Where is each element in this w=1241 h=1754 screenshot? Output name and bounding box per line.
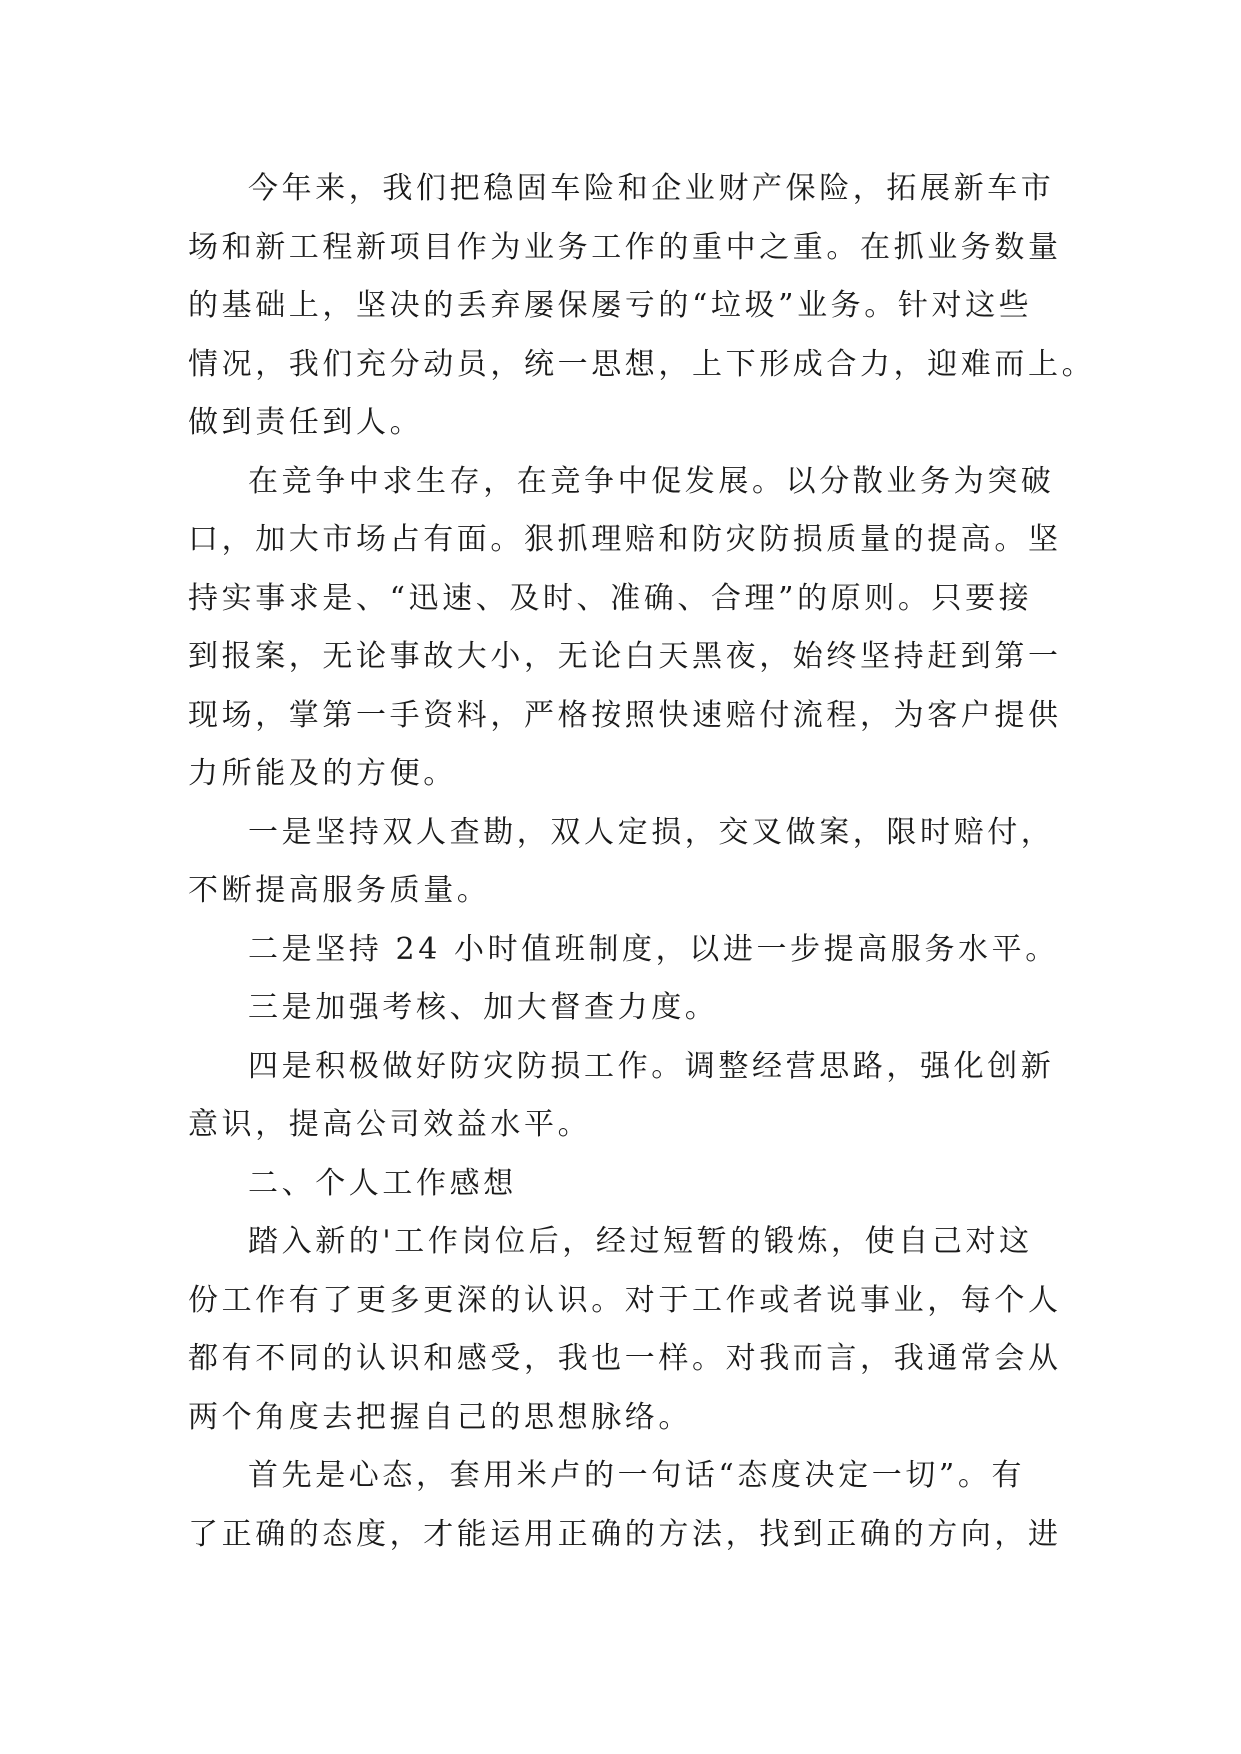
text-line: 的基础上，坚决的丢弃屡保屡亏的“垃圾”业务。针对这些 xyxy=(188,288,1033,323)
text-line: 情况，我们充分动员，统一思想，上下形成合力，迎难而上。 xyxy=(188,346,1096,382)
text-line: 力所能及的方便。 xyxy=(188,756,457,791)
text-line: 了正确的态度，才能运用正确的方法，找到正确的方向，进 xyxy=(188,1516,1062,1552)
paragraph-business-focus xyxy=(188,160,1096,453)
text-line: 首先是心态，套用米卢的一句话“态度决定一切”。有 xyxy=(248,1458,1026,1493)
text-line: 意识，提高公司效益水平。 xyxy=(188,1107,592,1142)
text-line: 持实事求是、“迅速、及时、准确、合理”的原则。只要接 xyxy=(188,580,1033,616)
text-line: 口，加大市场占有面。狠抓理赔和防灾防损质量的提高。坚 xyxy=(188,522,1062,557)
paragraph-item-one xyxy=(188,804,1058,921)
text-line: 两个角度去把握自己的思想脉络。 xyxy=(188,1399,692,1435)
paragraph-new-position xyxy=(188,1213,1062,1447)
text-line: 不断提高服务质量。 xyxy=(188,873,491,908)
paragraph-item-four xyxy=(188,1038,1058,1155)
text-line: 现场，掌第一手资料，严格按照快速赔付流程，为客户提供 xyxy=(188,697,1062,733)
paragraph-item-two xyxy=(188,921,1058,980)
text-line: 三是加强考核、加大督查力度。 xyxy=(248,990,719,1025)
text-line: 今年来，我们把稳固车险和企业财产保险，拓展新车市 xyxy=(248,171,1055,206)
text-line: 在竞争中求生存，在竞争中促发展。以分散业务为突破 xyxy=(248,463,1055,499)
paragraph-item-three xyxy=(188,979,1058,1038)
text-line: 踏入新的'工作岗位后，经过短暂的锻炼，使自己对这 xyxy=(248,1224,1033,1259)
text-line: 一是坚持双人查勘，双人定损，交叉做案，限时赔付， xyxy=(248,814,1055,850)
text-line: 场和新工程新项目作为业务工作的重中之重。在抓业务数量 xyxy=(188,229,1062,265)
paragraph-attitude xyxy=(188,1447,1062,1564)
text-line: 都有不同的认识和感受，我也一样。对我而言，我通常会从 xyxy=(188,1341,1062,1376)
heading-text: 二、个人工作感想 xyxy=(248,1165,517,1201)
text-line: 二是坚持 24 小时值班制度，以进一步提高服务水平。 xyxy=(248,931,1059,967)
section-heading xyxy=(188,1155,1058,1214)
document-body xyxy=(188,160,1096,1564)
text-line: 到报案，无论事故大小，无论白天黑夜，始终坚持赶到第一 xyxy=(188,639,1062,674)
paragraph-competition xyxy=(188,453,1062,804)
text-line: 做到责任到人。 xyxy=(188,405,424,440)
text-line: 份工作有了更多更深的认识。对于工作或者说事业，每个人 xyxy=(188,1282,1062,1318)
text-line: 四是积极做好防灾防损工作。调整经营思路，强化创新 xyxy=(248,1048,1055,1084)
